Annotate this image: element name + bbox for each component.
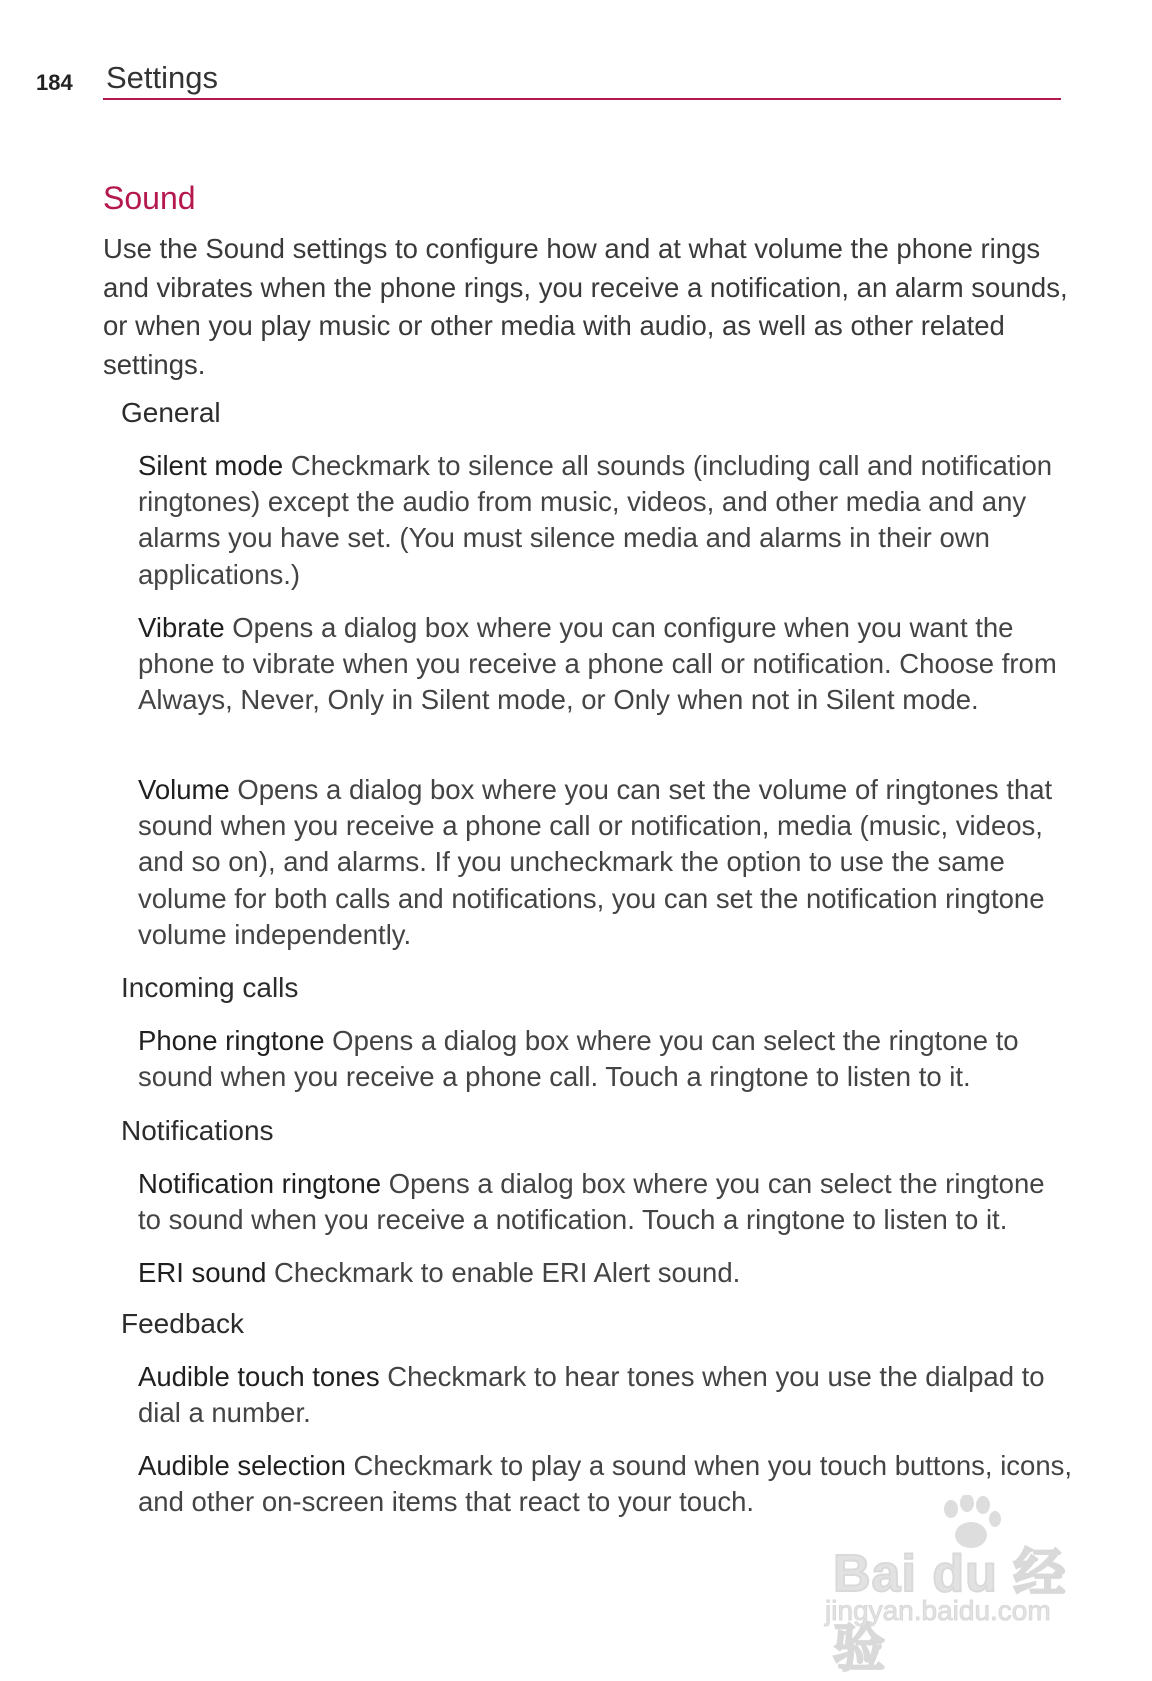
item-term: Volume <box>138 774 230 805</box>
item-term: Audible selection <box>138 1450 346 1481</box>
section-intro: Use the Sound settings to configure how and at what volume the phone rings and vibrates when the phone rings, you receive a notification, an alarm sounds, or when you play music or other media with audio, as well as other related settings. <box>103 233 1068 380</box>
item-description: Opens a dialog box where you can set the volume of ringtones that sound when you receive a phone call or notification, media (music, videos, and so on), and alarms. If you uncheckmark the option to use the same volume for both calls and notifications, you can set the notification ringtone volume independently. <box>138 774 1053 950</box>
item-silent-mode <box>138 448 1073 593</box>
subheading-feedback: Feedback <box>121 1308 244 1339</box>
subheading-general: General <box>121 397 221 428</box>
item-description: Opens a dialog box where you can configure when you want the phone to vibrate when you receive a phone call or notification. Choose from Always, Never, Only in Silent mode, or Only when not in Silent mode. <box>138 612 1057 716</box>
header-rule <box>103 98 1061 100</box>
item-volume <box>138 772 1073 953</box>
item-description: Checkmark to hear tones when you use the dialpad to dial a number. <box>138 1361 1045 1429</box>
subheading-incoming-calls: Incoming calls <box>121 972 299 1003</box>
item-term: Vibrate <box>138 612 225 643</box>
item-description: Checkmark to enable ERI Alert sound. <box>266 1257 741 1288</box>
item-phone-ringtone <box>138 1023 1073 1095</box>
item-term: Notification ringtone <box>138 1168 382 1199</box>
watermark-url: jingyan.baidu.com <box>825 1595 1051 1626</box>
item-description: Opens a dialog box where you can select the ringtone to sound when you receive a notification. Touch a ringtone to listen to it. <box>138 1168 1045 1236</box>
section-title: Sound <box>103 180 196 216</box>
item-term: Audible touch tones <box>138 1361 380 1392</box>
item-term: Phone ringtone <box>138 1025 325 1056</box>
item-description: Checkmark to silence all sounds (including call and notification ringtones) except the audio from music, videos, and other media and any alarms you have set. (You must silence media and alarms in their own applications.) <box>138 450 1053 590</box>
watermark <box>825 1495 1095 1678</box>
subheading-notifications: Notifications <box>121 1115 274 1146</box>
item-audible-touch-tones <box>138 1359 1073 1431</box>
watermark-brand: Bai du 经验 <box>833 1545 1067 1678</box>
item-description: Checkmark to play a sound when you touch buttons, icons, and other on-screen items that react to your touch. <box>138 1450 1073 1518</box>
item-description: Opens a dialog box where you can select the ringtone to sound when you receive a phone call. Touch a ringtone to listen to it. <box>138 1025 1019 1093</box>
item-eri-sound <box>138 1255 1073 1291</box>
item-vibrate <box>138 610 1073 719</box>
item-term: ERI sound <box>138 1257 267 1288</box>
item-notification-ringtone <box>138 1166 1073 1238</box>
running-title: Settings <box>106 60 219 95</box>
item-term: Silent mode <box>138 450 284 481</box>
page-number: 184 <box>36 70 73 95</box>
